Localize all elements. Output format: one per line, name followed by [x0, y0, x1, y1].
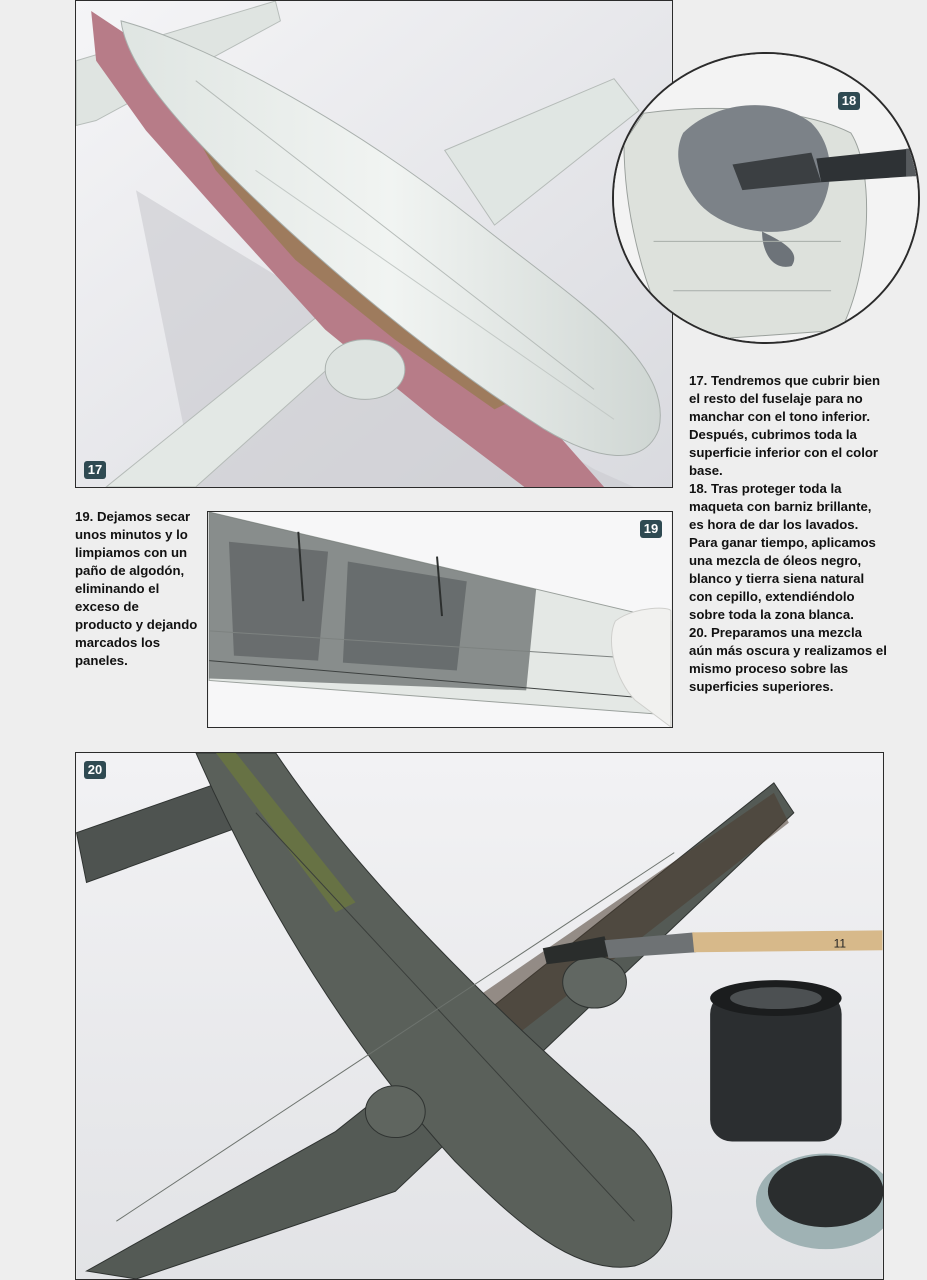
photo-19-image — [208, 512, 672, 727]
caption-18: 18. Tras proteger toda la maqueta con barniz brillante, es hora de dar los lavados. Para ganar tiempo, aplicamos una mezcla de óleos negro, blanco y tierra siena natural con cepillo, extendiéndolo sobre toda la zona blanca. — [689, 481, 876, 622]
caption-column-right — [689, 372, 889, 696]
photo-17 — [75, 0, 673, 488]
brush-marking: 11 — [833, 936, 847, 951]
photo-20-badge: 20 — [84, 761, 106, 779]
photo-19-badge: 19 — [640, 520, 662, 538]
photo-18 — [612, 52, 920, 344]
photo-18-image — [614, 54, 918, 342]
caption-19 — [75, 508, 199, 670]
photo-17-badge: 17 — [84, 461, 106, 479]
photo-19 — [207, 511, 673, 728]
photo-20 — [75, 752, 884, 1280]
photo-18-badge: 18 — [838, 92, 860, 110]
caption-17: 17. Tendremos que cubrir bien el resto del fuselaje para no manchar con el tono inferior. Después, cubrimos toda la superficie inferior con el color base. — [689, 373, 881, 478]
photo-17-image — [76, 1, 672, 487]
photo-20-image — [76, 753, 883, 1279]
caption-20: 20. Preparamos una mezcla aún más oscura y realizamos el mismo proceso sobre las superficies superiores. — [689, 625, 887, 694]
caption-19-text: 19. Dejamos secar unos minutos y lo limpiamos con un paño de algodón, eliminando el exceso de producto y dejando marcados los paneles. — [75, 509, 198, 668]
